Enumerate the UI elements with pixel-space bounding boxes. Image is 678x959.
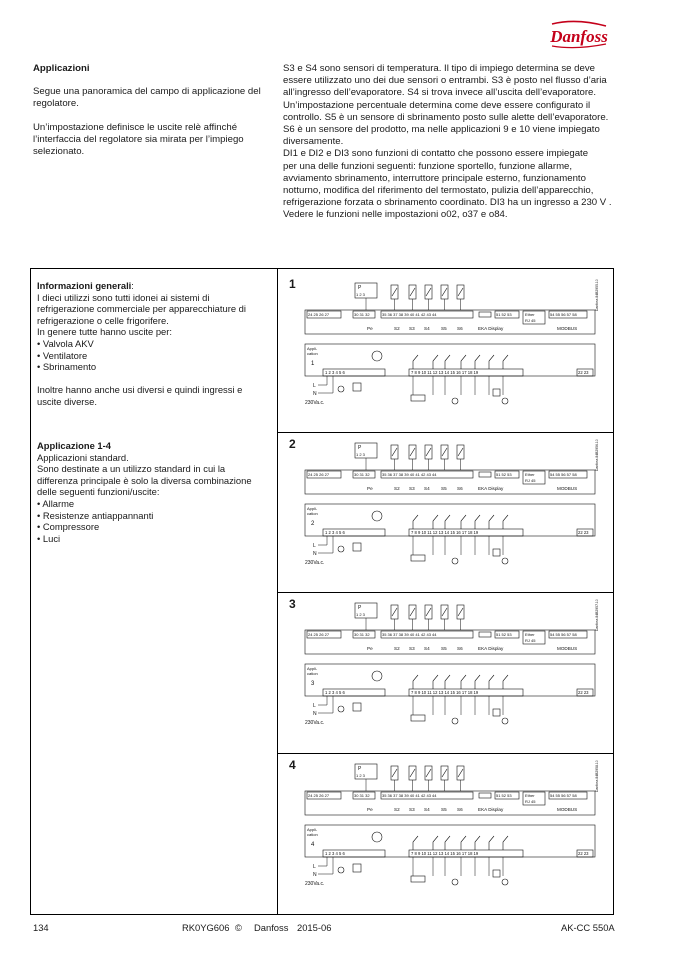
- footer-date: 2015-06: [297, 922, 332, 933]
- terminal-numbers: 35 36 37 38 39 40 41 42 43 44: [382, 312, 437, 317]
- motor-symbol: [372, 511, 382, 521]
- terminal-numbers: 54 55 56 57 58: [550, 793, 577, 798]
- terminal-numbers: 35 36 37 38 39 40 41 42 43 44: [382, 632, 437, 637]
- terminal-numbers: 30 31 32: [354, 312, 370, 317]
- eka-display-label: EKA Display: [478, 646, 504, 651]
- sensors-line: Vedere le funzioni nelle impostazioni o02, o37 e o84.: [283, 209, 508, 221]
- terminal-numbers: 51 52 53: [496, 793, 512, 798]
- relay-contact: [475, 836, 480, 850]
- row-divider: [277, 592, 613, 593]
- terminal-numbers: 30 31 32: [354, 472, 370, 477]
- appli-label: Appli-: [307, 827, 318, 832]
- p-terminals: 1 2 3: [356, 612, 365, 617]
- application-number: 2: [289, 437, 296, 451]
- s5-label: S5: [441, 326, 447, 331]
- relay-contact: [489, 515, 494, 529]
- ether-label: Ether: [525, 312, 535, 317]
- relay-contact: [475, 675, 480, 689]
- s3-label: S3: [409, 646, 415, 651]
- ground-symbol: [338, 867, 344, 873]
- n-label: N: [313, 551, 317, 557]
- drawing-code: Danfoss 84B2955.10: [595, 279, 599, 311]
- application-number: 4: [289, 758, 296, 772]
- wiring-diagram-2: [305, 439, 599, 566]
- probe-symbol: [442, 608, 447, 616]
- app14-line: Sono destinate a un utilizzo standard in cui la: [37, 463, 226, 475]
- supply-voltage: 230Va.c.: [305, 560, 325, 566]
- s4-label: S4: [424, 486, 430, 491]
- supply-voltage: 230Va.c.: [305, 400, 325, 406]
- drawing-code: Danfoss 84B2957.10: [595, 599, 599, 631]
- intro-paragraph-1: Segue una panoramica del campo di applicazione del regolatore.: [33, 86, 261, 110]
- motor-symbol: [372, 671, 382, 681]
- applications-table: [30, 268, 614, 915]
- general-info: [37, 280, 273, 408]
- n-label: N: [313, 872, 317, 878]
- p-terminals: 1 2 3: [356, 773, 365, 778]
- app14-list: [37, 498, 273, 544]
- s3-label: S3: [409, 326, 415, 331]
- probe-symbol: [458, 769, 463, 777]
- s3-label: S3: [409, 807, 415, 812]
- relay-contact: [475, 355, 480, 369]
- list-item: • Luci: [37, 532, 61, 544]
- contact-symbol: [353, 543, 361, 551]
- l-label: L: [313, 383, 316, 389]
- cation-label: cation: [307, 351, 318, 356]
- application-number: 3: [289, 597, 296, 611]
- relay-contact: [433, 515, 438, 529]
- load-symbol: [411, 555, 425, 561]
- appli-label: Appli-: [307, 346, 318, 351]
- l-label: L: [313, 543, 316, 549]
- terminal-numbers: 35 36 37 38 39 40 41 42 43 44: [382, 793, 437, 798]
- wiring-diagram: [293, 277, 611, 427]
- terminal-numbers: 51 52 53: [496, 472, 512, 477]
- brand-name: Danfoss: [550, 27, 608, 46]
- fan-icon: [452, 558, 458, 564]
- general-heading-colon: :: [131, 280, 134, 291]
- fan-icon: [452, 718, 458, 724]
- l-label: L: [313, 703, 316, 709]
- probe-symbol: [426, 769, 431, 777]
- wiring-diagram: [293, 437, 611, 587]
- terminal-numbers: 30 31 32: [354, 793, 370, 798]
- output-terminals: 7 8 9 10 11 12 13 14 15 16 17 18 19: [411, 690, 479, 695]
- output-terminals: 7 8 9 10 11 12 13 14 15 16 17 18 19: [411, 370, 479, 375]
- load-symbol: [411, 876, 425, 882]
- sensors-column: [283, 63, 613, 222]
- end-terminals: 22 23: [578, 851, 589, 856]
- probe-symbol: [426, 608, 431, 616]
- heater-icon: [493, 709, 500, 716]
- sensors-line: Un’impostazione percentuale determina come deve essere configurato il: [283, 99, 591, 111]
- relay-contact: [445, 515, 450, 529]
- danfoss-logo: [546, 20, 612, 50]
- load-symbol: [411, 715, 425, 721]
- doc-code: RK0YG606: [182, 922, 230, 933]
- probe-symbol: [426, 288, 431, 296]
- n-label: N: [313, 711, 317, 717]
- ether-label: Ether: [525, 632, 535, 637]
- supply-voltage: 230Va.c.: [305, 881, 325, 887]
- p-label: P: [358, 285, 362, 291]
- probe-symbol: [392, 608, 397, 616]
- terminal-numbers: 54 55 56 57 58: [550, 312, 577, 317]
- ground-symbol: [338, 386, 344, 392]
- terminal-numbers: 24 25 26 27: [308, 632, 330, 637]
- s4-label: S4: [424, 646, 430, 651]
- terminal-numbers: 54 55 56 57 58: [550, 632, 577, 637]
- wiring-diagram: [293, 758, 611, 908]
- p-label: P: [358, 766, 362, 772]
- product-name: AK-CC 550A: [561, 922, 615, 933]
- eka-display-label: EKA Display: [478, 326, 504, 331]
- sensors-line: essere utilizzato uno dei due sensori o entrambi. S3 è posto nel flusso d’aria: [283, 75, 607, 87]
- probe-symbol: [392, 288, 397, 296]
- relay-contact: [503, 515, 508, 529]
- relay-contact: [413, 836, 418, 850]
- motor-symbol: [372, 832, 382, 842]
- list-item: • Resistenze antiappannanti: [37, 509, 154, 521]
- rj45-label: RJ 45: [525, 478, 536, 483]
- sensors-line: S3 e S4 sono sensori di temperatura. Il tipo di impiego determina se deve: [283, 63, 595, 74]
- relay-contact: [475, 515, 480, 529]
- display-connector: [479, 793, 491, 798]
- application-number: 1: [289, 277, 296, 291]
- s3-label: S3: [409, 486, 415, 491]
- relay-terminals: 1 2 3 4 5 6: [325, 530, 345, 535]
- drawing-code: Danfoss 84B2956.10: [595, 439, 599, 471]
- relay-contact: [503, 675, 508, 689]
- s5-label: S5: [441, 807, 447, 812]
- appli-label: Appli-: [307, 666, 318, 671]
- p-terminals: 1 2 3: [356, 292, 365, 297]
- relay-contact: [413, 675, 418, 689]
- sensors-line: avviamento sbrinamento, interruttore principale esterno, funzionamento: [283, 172, 586, 184]
- list-item: • Ventilatore: [37, 349, 88, 361]
- terminal-numbers: 54 55 56 57 58: [550, 472, 577, 477]
- intro-column: [33, 63, 265, 169]
- probe-symbol: [410, 608, 415, 616]
- relay-terminals: 1 2 3 4 5 6: [325, 851, 345, 856]
- wiring-diagram-4: [305, 760, 599, 887]
- relay-contact: [461, 515, 466, 529]
- probe-symbol: [458, 448, 463, 456]
- end-terminals: 22 23: [578, 530, 589, 535]
- eka-display-label: EKA Display: [478, 807, 504, 812]
- relay-contact: [461, 355, 466, 369]
- relay-contact: [445, 355, 450, 369]
- s2-label: S2: [394, 486, 400, 491]
- general-line: uscite diverse.: [37, 395, 97, 407]
- display-connector: [479, 312, 491, 317]
- probe-symbol: [442, 448, 447, 456]
- relay-contact: [489, 675, 494, 689]
- terminal-numbers: 35 36 37 38 39 40 41 42 43 44: [382, 472, 437, 477]
- relay-terminals: 1 2 3 4 5 6: [325, 370, 345, 375]
- cation-label: cation: [307, 511, 318, 516]
- terminal-numbers: 30 31 32: [354, 632, 370, 637]
- general-heading: Informazioni generali: [37, 280, 132, 291]
- general-list: [37, 338, 273, 373]
- relay-contact: [433, 675, 438, 689]
- light-icon: [502, 879, 508, 885]
- s6-label: S6: [457, 326, 463, 331]
- page-number: 134: [33, 922, 49, 933]
- ground-symbol: [338, 706, 344, 712]
- probe-symbol: [392, 448, 397, 456]
- modbus-label: MODBUS: [557, 486, 578, 491]
- s6-label: S6: [457, 646, 463, 651]
- s2-label: S2: [394, 807, 400, 812]
- contact-symbol: [353, 383, 361, 391]
- probe-symbol: [410, 288, 415, 296]
- ether-label: Ether: [525, 793, 535, 798]
- sensors-line: per una delle funzioni seguenti: funzione sportello, funzione allarme,: [283, 160, 573, 172]
- probe-symbol: [442, 769, 447, 777]
- supply-voltage: 230Va.c.: [305, 720, 325, 726]
- application-code: 2: [311, 521, 315, 527]
- light-icon: [502, 398, 508, 404]
- copyright-symbol: ©: [235, 922, 242, 933]
- probe-symbol: [410, 769, 415, 777]
- s2-label: S2: [394, 326, 400, 331]
- relay-contact: [445, 675, 450, 689]
- heater-icon: [493, 389, 500, 396]
- relay-contact: [433, 355, 438, 369]
- section-heading: Applicazioni: [33, 63, 90, 74]
- general-line: I dieci utilizzi sono tutti idonei ai sistemi di: [37, 291, 210, 303]
- row-divider: [277, 753, 613, 754]
- relay-contact: [445, 836, 450, 850]
- end-terminals: 22 23: [578, 690, 589, 695]
- application-code: 4: [311, 842, 315, 848]
- list-item: • Allarme: [37, 497, 75, 509]
- terminal-numbers: 24 25 26 27: [308, 472, 330, 477]
- s6-label: S6: [457, 486, 463, 491]
- app14-heading: Applicazione 1-4: [37, 440, 111, 451]
- relay-contact: [433, 836, 438, 850]
- cation-label: cation: [307, 671, 318, 676]
- general-line: refrigerazione commerciale per apparecchiature di: [37, 303, 246, 315]
- ground-symbol: [338, 546, 344, 552]
- contact-symbol: [353, 864, 361, 872]
- sensors-line: all’ingresso dell’evaporatore. S4 si trova invece all’uscita dell’evaporatore.: [283, 87, 597, 99]
- sensors-line: controllo. S5 è un sensore di sbrinamento posto sulle alette dell’evaporatore.: [283, 111, 609, 123]
- appli-label: Appli-: [307, 506, 318, 511]
- fan-icon: [452, 879, 458, 885]
- probe-symbol: [458, 608, 463, 616]
- contact-symbol: [353, 703, 361, 711]
- rj45-label: RJ 45: [525, 318, 536, 323]
- heater-icon: [493, 870, 500, 877]
- row-divider: [277, 432, 613, 433]
- sensors-line: diversamente.: [283, 136, 344, 148]
- rj45-label: RJ 45: [525, 799, 536, 804]
- probe-symbol: [458, 288, 463, 296]
- p-label: P: [358, 445, 362, 451]
- sensors-line: notturno, modifica del riferimento del termostato, pulizia dell’apparecchio,: [283, 185, 594, 197]
- relay-contact: [413, 515, 418, 529]
- probe-symbol: [410, 448, 415, 456]
- motor-symbol: [372, 351, 382, 361]
- modbus-label: MODBUS: [557, 326, 578, 331]
- app14-line: differenza principale è solo la diversa combinazione: [37, 474, 252, 486]
- display-connector: [479, 632, 491, 637]
- sensors-line: refrigerazione forzata o sbrinamento coordinato. DI3 ha un ingresso a 230 V .: [283, 197, 612, 209]
- pe-label: Pe: [367, 646, 373, 651]
- general-line: In genere tutte hanno uscite per:: [37, 326, 172, 338]
- p-terminals: 1 2 3: [356, 452, 365, 457]
- footer-company: Danfoss: [254, 922, 289, 933]
- list-item: • Sbrinamento: [37, 361, 97, 373]
- heater-icon: [493, 549, 500, 556]
- probe-symbol: [442, 288, 447, 296]
- relay-contact: [503, 836, 508, 850]
- l-label: L: [313, 864, 316, 870]
- pe-label: Pe: [367, 486, 373, 491]
- load-symbol: [411, 395, 425, 401]
- relay-contact: [489, 836, 494, 850]
- wiring-diagram-3: [305, 599, 599, 726]
- terminal-numbers: 51 52 53: [496, 632, 512, 637]
- wiring-diagram-1: [305, 279, 599, 406]
- app14-line: delle seguenti funzioni/uscite:: [37, 486, 160, 498]
- modbus-label: MODBUS: [557, 807, 578, 812]
- s4-label: S4: [424, 807, 430, 812]
- n-label: N: [313, 391, 317, 397]
- end-terminals: 22 23: [578, 370, 589, 375]
- rj45-label: RJ 45: [525, 638, 536, 643]
- s5-label: S5: [441, 646, 447, 651]
- sensors-line: DI1 e DI2 e DI3 sono funzioni di contatto che possono essere impiegate: [283, 148, 589, 160]
- s2-label: S2: [394, 646, 400, 651]
- relay-contact: [503, 355, 508, 369]
- relay-contact: [489, 355, 494, 369]
- terminal-numbers: 51 52 53: [496, 312, 512, 317]
- relay-contact: [413, 355, 418, 369]
- relay-contact: [461, 675, 466, 689]
- application-1-4-info: [37, 440, 273, 544]
- probe-symbol: [426, 448, 431, 456]
- app14-line: Applicazioni standard.: [37, 451, 129, 463]
- eka-display-label: EKA Display: [478, 486, 504, 491]
- output-terminals: 7 8 9 10 11 12 13 14 15 16 17 18 19: [411, 530, 479, 535]
- s6-label: S6: [457, 807, 463, 812]
- drawing-code: Danfoss 84B2958.10: [595, 760, 599, 792]
- s4-label: S4: [424, 326, 430, 331]
- s5-label: S5: [441, 486, 447, 491]
- wiring-diagram: [293, 597, 611, 747]
- pe-label: Pe: [367, 807, 373, 812]
- display-connector: [479, 472, 491, 477]
- general-line: Inoltre hanno anche usi diversi e quindi ingressi e: [37, 384, 243, 396]
- list-item: • Valvola AKV: [37, 337, 94, 349]
- light-icon: [502, 718, 508, 724]
- sensors-line: S6 è un sensore del prodotto, ma nelle applicazioni 9 e 10 viene impiegato: [283, 124, 600, 136]
- application-code: 3: [311, 681, 315, 687]
- terminal-numbers: 24 25 26 27: [308, 793, 330, 798]
- cation-label: cation: [307, 832, 318, 837]
- probe-symbol: [392, 769, 397, 777]
- modbus-label: MODBUS: [557, 646, 578, 651]
- light-icon: [502, 558, 508, 564]
- application-code: 1: [311, 361, 315, 367]
- pe-label: Pe: [367, 326, 373, 331]
- general-line: refrigerazione o celle frigorifere.: [37, 314, 169, 326]
- terminal-numbers: 24 25 26 27: [308, 312, 330, 317]
- intro-paragraph-2: Un’impostazione definisce le uscite relè affinché l’interfaccia del regolatore sia mirata per l’impiego selezionato.: [33, 121, 244, 158]
- output-terminals: 7 8 9 10 11 12 13 14 15 16 17 18 19: [411, 851, 479, 856]
- relay-contact: [461, 836, 466, 850]
- p-label: P: [358, 605, 362, 611]
- fan-icon: [452, 398, 458, 404]
- list-item: • Compressore: [37, 521, 100, 533]
- ether-label: Ether: [525, 472, 535, 477]
- relay-terminals: 1 2 3 4 5 6: [325, 690, 345, 695]
